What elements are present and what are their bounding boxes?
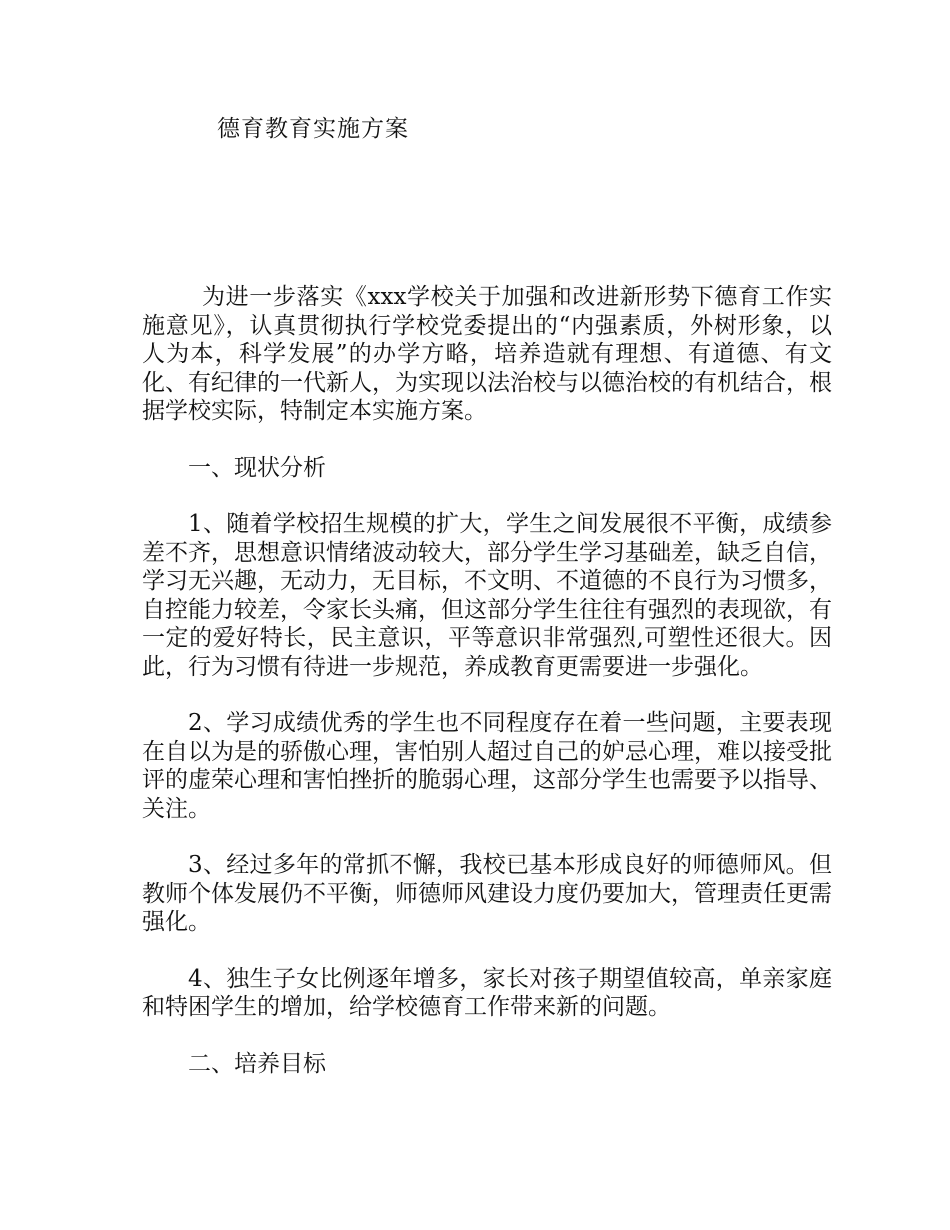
analysis-item-2: 2、学习成绩优秀的学生也不同程度存在着一些问题，主要表现在自以为是的骄傲心理，害怕别人超过自己的妒忌心理，难以接受批评的虚荣心理和害怕挫折的脆弱心理，这部分学生也需要予以指导、关注。	[142, 710, 832, 822]
analysis-item-3: 3、经过多年的常抓不懈，我校已基本形成良好的师德师风。但教师个体发展仍不平衡，师德师风建设力度仍要加大，管理责任更需强化。	[142, 852, 832, 935]
document-body	[142, 283, 832, 1106]
analysis-item-1: 1、随着学校招生规模的扩大，学生之间发展很不平衡，成绩参差不齐，思想意识情绪波动较大，部分学生学习基础差，缺乏自信，学习无兴趣，无动力，无目标，不文明、不道德的不良行为习惯多，自控能力较差，令家长头痛，但这部分学生往往有强烈的表现欲，有一定的爱好特长，民主意识，平等意识非常强烈,可塑性还很大。因此，行为习惯有待进一步规范，养成教育更需要进一步强化。	[142, 511, 832, 680]
section-heading-status-analysis: 一、现状分析	[188, 454, 326, 481]
analysis-item-4: 4、独生子女比例逐年增多，家长对孩子期望值较高，单亲家庭和特困学生的增加，给学校德育工作带来新的问题。	[142, 965, 832, 1020]
document-title: 德育教育实施方案	[217, 116, 409, 142]
section-heading-training-goals: 二、培养目标	[188, 1050, 326, 1077]
intro-paragraph: 为进一步落实《xxx学校关于加强和改进新形势下德育工作实施意见》，认真贯彻执行学校党委提出的“内强素质，外树形象，以人为本，科学发展”的办学方略，培养造就有理想、有道德、有文化、有纪律的一代新人，为实现以法治校与以德治校的有机结合，根据学校实际，特制定本实施方案。	[142, 284, 832, 424]
